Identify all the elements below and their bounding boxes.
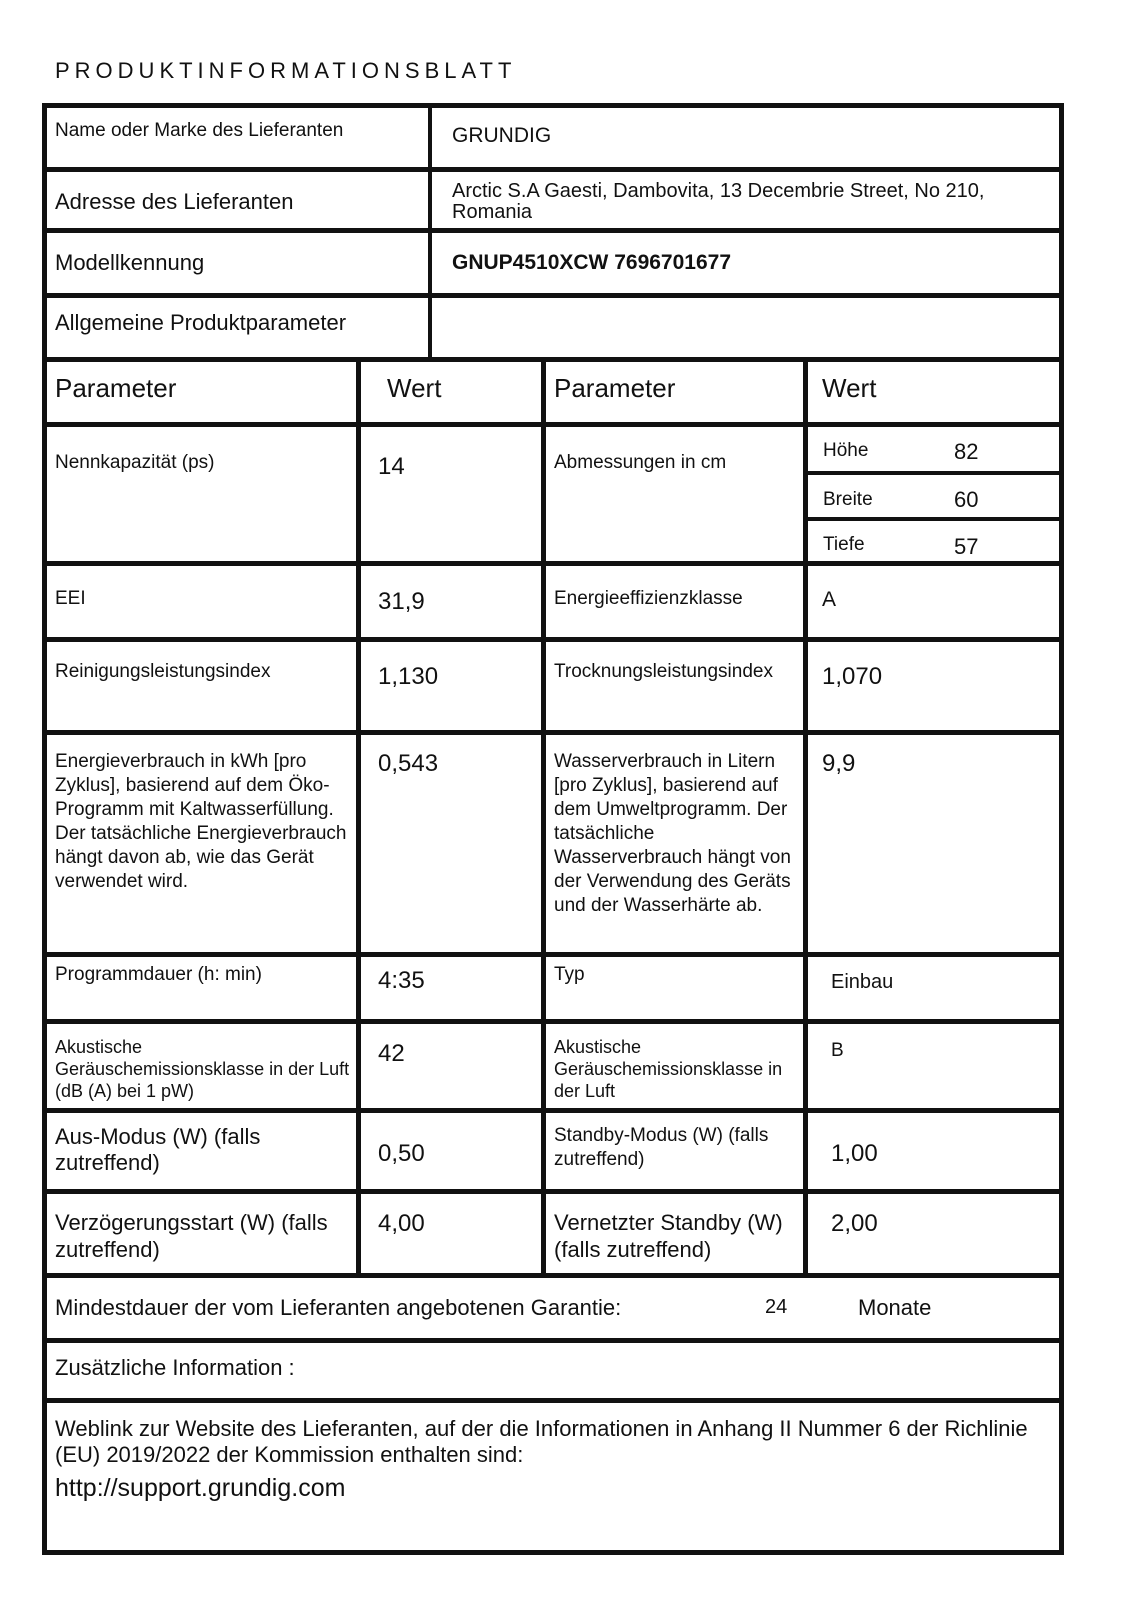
row-divider (42, 1019, 1064, 1024)
model-value: GNUP4510XCW 7696701677 (452, 251, 732, 274)
noise-value: 42 (378, 1040, 405, 1067)
supplier-address-label: Adresse des Lieferanten (55, 189, 294, 214)
row-divider (42, 730, 1064, 735)
cleaning-index-value: 1,130 (378, 663, 439, 690)
header-parameter-1: Parameter (55, 373, 177, 403)
weblink-text: Weblink zur Website des Lieferanten, auf der die Informationen in Anhang II Nummer 6 der Richlinie (EU) 2019/2022 der Kommission enthalten sind: (55, 1416, 1028, 1467)
row-divider (42, 561, 1064, 566)
dimensions-label: Abmessungen in cm (554, 452, 727, 473)
warranty-unit: Monate (858, 1295, 932, 1320)
capacity-label: Nennkapazität (ps) (55, 452, 215, 473)
networked-standby-label: Vernetzter Standby (W) (falls zutreffend) (554, 1210, 783, 1262)
noise-label: Akustische Geräuschemissionsklasse in der Luft (dB (A) bei 1 pW) (55, 1037, 350, 1101)
energy-consumption-label: Energieverbrauch in kWh [pro Zyklus], basierend auf dem Öko-Programm mit Kaltwasserfüllung. Der tatsächliche Energieverbrauch hängt davon ab, wie das Gerät verwendet wird. (55, 751, 347, 892)
row-divider (42, 1273, 1064, 1278)
capacity-value: 14 (378, 453, 405, 480)
row-divider (42, 1338, 1064, 1343)
warranty-label: Mindestdauer der vom Lieferanten angebotenen Garantie: (55, 1295, 622, 1320)
header-value-2: Wert (822, 373, 877, 403)
off-mode-label: Aus-Modus (W) (falls zutreffend) (55, 1124, 261, 1175)
row-divider (42, 1398, 1064, 1403)
water-consumption-value: 9,9 (822, 750, 856, 777)
additional-info-label: Zusätzliche Information : (55, 1355, 295, 1380)
document-title: PRODUKTINFORMATIONSBLATT (55, 58, 517, 83)
supplier-name-label: Name oder Marke des Lieferanten (55, 120, 344, 141)
energy-consumption-value: 0,543 (378, 750, 439, 777)
width-label: Breite (823, 489, 873, 510)
cleaning-index-label: Reinigungsleistungsindex (55, 661, 271, 682)
type-label: Typ (554, 964, 585, 985)
row-divider (42, 167, 1064, 172)
header-parameter-2: Parameter (554, 373, 676, 403)
warranty-value: 24 (765, 1296, 788, 1318)
dimension-divider (808, 471, 1064, 475)
off-mode-value: 0,50 (378, 1140, 425, 1167)
general-parameters-label: Allgemeine Produktparameter (55, 310, 347, 335)
supplier-name-value: GRUNDIG (452, 124, 552, 147)
height-value: 82 (954, 439, 979, 464)
networked-standby-value: 2,00 (831, 1210, 878, 1237)
column-divider (428, 103, 432, 362)
row-divider (42, 228, 1064, 233)
program-duration-value: 4:35 (378, 967, 425, 994)
standby-mode-label: Standby-Modus (W) (falls zutreffend) (554, 1125, 769, 1170)
drying-index-label: Trocknungsleistungsindex (554, 661, 773, 682)
program-duration-label: Programmdauer (h: min) (55, 964, 262, 985)
energy-class-value: A (822, 588, 837, 611)
supplier-address-value: Arctic S.A Gaesti, Dambovita, 13 Decembrie Street, No 210, Romania (452, 180, 985, 223)
row-divider (42, 422, 1064, 427)
row-divider (42, 357, 1064, 362)
depth-value: 57 (954, 534, 979, 559)
row-divider (42, 1108, 1064, 1113)
noise-class-label: Akustische Geräuschemissionsklasse in der Luft (554, 1037, 783, 1101)
width-value: 60 (954, 487, 979, 512)
column-divider (541, 357, 546, 1278)
support-link[interactable]: http://support.grundig.com (55, 1474, 346, 1502)
energy-class-label: Energieeffizienzklasse (554, 588, 743, 609)
depth-label: Tiefe (823, 534, 865, 555)
row-divider (42, 1189, 1064, 1194)
eei-label: EEI (55, 588, 86, 609)
standby-mode-value: 1,00 (831, 1140, 878, 1167)
drying-index-value: 1,070 (822, 663, 883, 690)
height-label: Höhe (823, 440, 869, 461)
row-divider (42, 637, 1064, 642)
model-label: Modellkennung (55, 250, 205, 275)
delay-start-label: Verzögerungsstart (W) (falls zutreffend) (55, 1210, 328, 1262)
row-divider (42, 293, 1064, 298)
row-divider (42, 952, 1064, 957)
dimension-divider (808, 517, 1064, 521)
noise-class-value: B (831, 1040, 844, 1061)
water-consumption-label: Wasserverbrauch in Litern [pro Zyklus], basierend auf dem Umweltprogramm. Der tatsächliche Wasserverbrauch hängt von der Verwendung des Geräts und der Wasserhärte ab. (554, 751, 791, 916)
eei-value: 31,9 (378, 588, 425, 615)
delay-start-value: 4,00 (378, 1210, 425, 1237)
header-value-1: Wert (387, 373, 442, 403)
column-divider (356, 357, 361, 1278)
type-value: Einbau (831, 971, 894, 993)
